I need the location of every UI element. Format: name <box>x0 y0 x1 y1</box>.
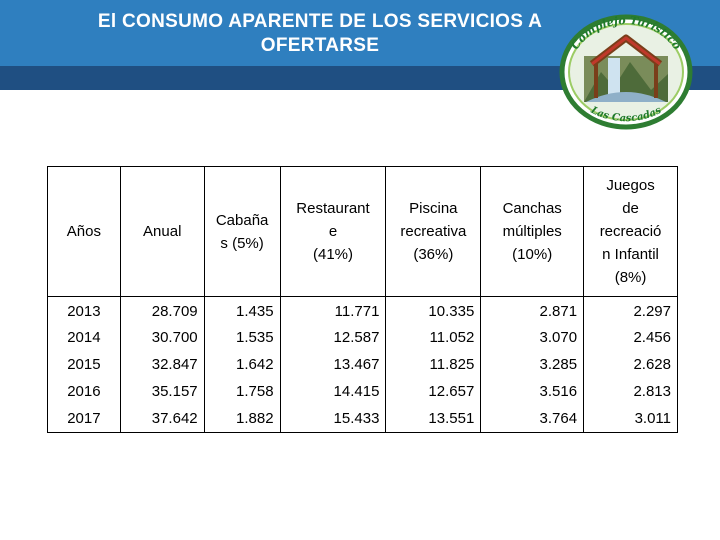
cell-piscina: 13.551 <box>386 405 481 432</box>
table-row <box>48 351 678 378</box>
table-row <box>48 324 678 351</box>
table-row <box>48 405 678 432</box>
cell-canchas: 3.764 <box>481 405 584 432</box>
header-piscina: Piscina recreativa (36%) <box>386 167 481 297</box>
header-cabanas: Cabaña s (5%) <box>204 167 280 297</box>
cell-piscina: 12.657 <box>386 378 481 405</box>
logo-text-bottom: Las Cascadas <box>588 104 664 125</box>
slide-title-line-2: OFERTARSE <box>260 35 380 56</box>
cell-year: 2017 <box>48 405 121 432</box>
cell-juegos: 2.813 <box>584 378 678 405</box>
slide-title <box>40 10 600 58</box>
cell-juegos: 2.456 <box>584 324 678 351</box>
consumption-table <box>47 166 678 433</box>
cell-year: 2013 <box>48 297 121 324</box>
cell-year: 2014 <box>48 324 121 351</box>
cell-cabana: 1.435 <box>204 297 280 324</box>
cell-piscina: 10.335 <box>386 297 481 324</box>
cell-restaurante: 14.415 <box>280 378 386 405</box>
header-juegos: Juegos de recreació n Infantil (8%) <box>584 167 678 297</box>
cell-year: 2015 <box>48 351 121 378</box>
cell-restaurante: 11.771 <box>280 297 386 324</box>
table-header-row <box>48 167 678 297</box>
cell-restaurante: 12.587 <box>280 324 386 351</box>
logo-text-top: Complejo Turístico <box>568 13 684 52</box>
company-logo <box>556 12 696 130</box>
cell-restaurante: 15.433 <box>280 405 386 432</box>
cell-cabana: 1.758 <box>204 378 280 405</box>
table-row <box>48 378 678 405</box>
cell-anual: 30.700 <box>120 324 204 351</box>
cell-juegos: 2.297 <box>584 297 678 324</box>
cell-cabana: 1.642 <box>204 351 280 378</box>
cell-canchas: 2.871 <box>481 297 584 324</box>
cell-anual: 32.847 <box>120 351 204 378</box>
cell-restaurante: 13.467 <box>280 351 386 378</box>
cell-year: 2016 <box>48 378 121 405</box>
cell-canchas: 3.070 <box>481 324 584 351</box>
cell-anual: 35.157 <box>120 378 204 405</box>
cell-juegos: 3.011 <box>584 405 678 432</box>
header-anual: Anual <box>120 167 204 297</box>
header-canchas: Canchas múltiples (10%) <box>481 167 584 297</box>
slide-title-line-1: El CONSUMO APARENTE DE LOS SERVICIOS A <box>97 11 543 32</box>
header-anos: Años <box>48 167 121 297</box>
cell-cabana: 1.535 <box>204 324 280 351</box>
cell-anual: 37.642 <box>120 405 204 432</box>
cell-canchas: 3.516 <box>481 378 584 405</box>
cell-canchas: 3.285 <box>481 351 584 378</box>
cell-piscina: 11.052 <box>386 324 481 351</box>
header-restaurante: Restaurant e (41%) <box>280 167 386 297</box>
cell-juegos: 2.628 <box>584 351 678 378</box>
cell-anual: 28.709 <box>120 297 204 324</box>
cell-cabana: 1.882 <box>204 405 280 432</box>
table-row <box>48 297 678 324</box>
cell-piscina: 11.825 <box>386 351 481 378</box>
